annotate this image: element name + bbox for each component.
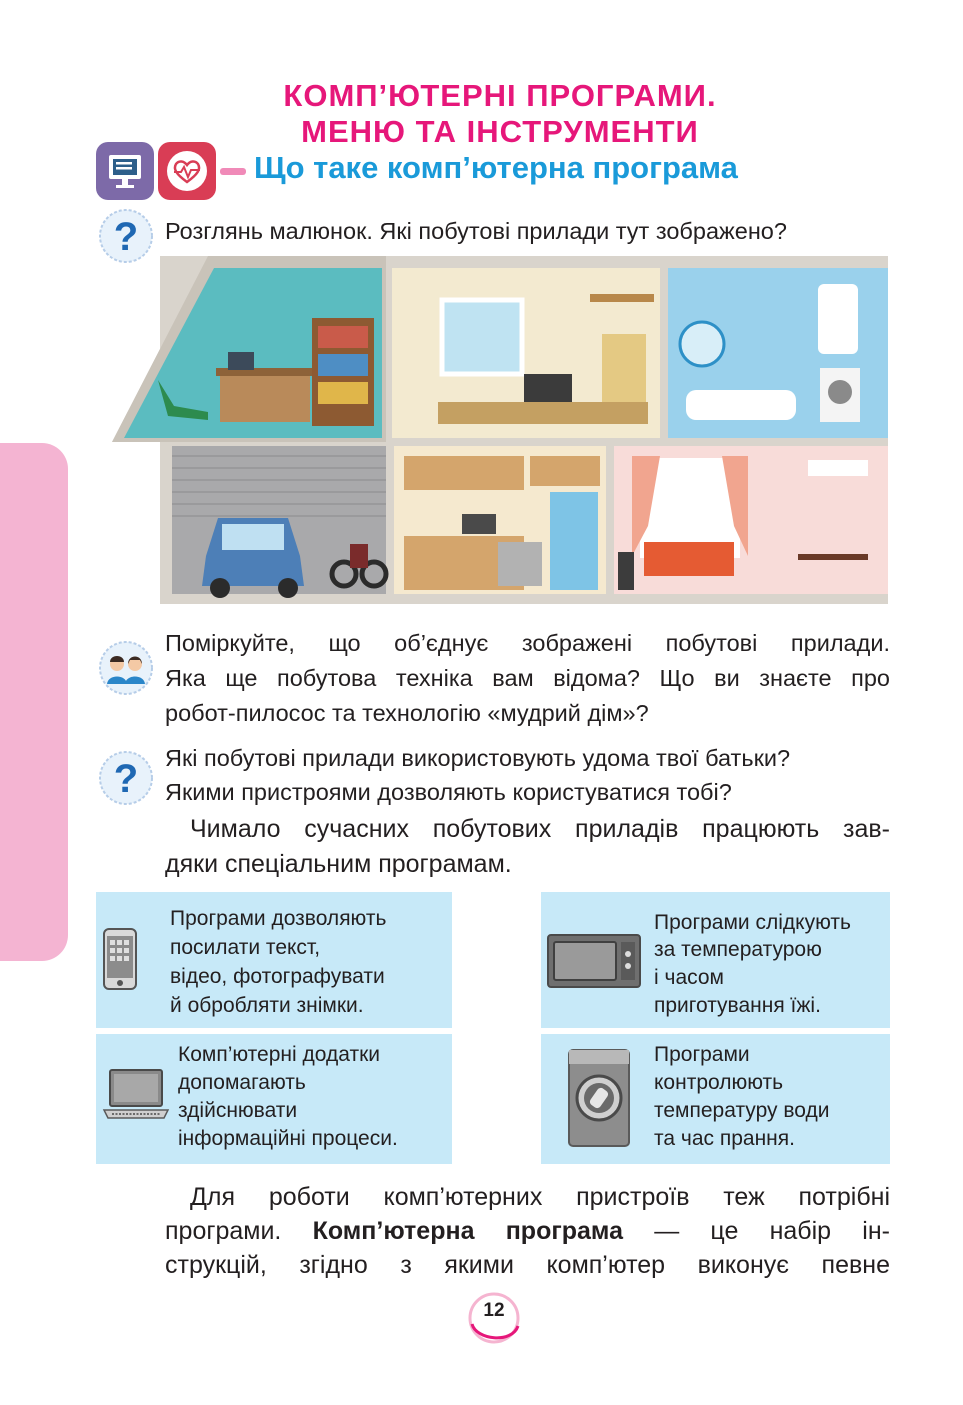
info-box-laptop (96, 1034, 452, 1164)
info-laptop-line4: інформаційні процеси. (178, 1127, 398, 1150)
section-icons (96, 142, 256, 202)
discuss-line3: робот-пилосос та технологію «мудрий дім»? (165, 700, 649, 726)
paragraph2-line2-start: програми. (165, 1217, 313, 1245)
page-number: 12 (483, 1300, 505, 1321)
svg-text:?: ? (113, 215, 139, 259)
info-washer-line4: та час прання. (654, 1127, 795, 1150)
heading-dash (220, 168, 246, 175)
heart-pulse-icon (158, 142, 216, 200)
info-laptop-line1: Комп’ютерні додатки (178, 1043, 380, 1066)
house-illustration (112, 256, 888, 604)
section-heading: Що таке комп’ютерна програма (254, 150, 738, 185)
smartphone-icon (103, 928, 137, 990)
info-phone-line2: посилати текст, (170, 936, 321, 959)
question2-line1: Які побутові прилади використовують удома твої батьки? (165, 745, 791, 771)
discuss-line1: Поміркуйте, що об’єднує зображені побутові прилади. (165, 630, 890, 656)
page-title-line2: МЕНЮ ТА ІНСТРУМЕНТИ (301, 114, 699, 149)
paragraph1-line1: Чимало сучасних побутових приладів працюють зав- (190, 815, 890, 843)
info-washer-line3: температуру води (654, 1099, 830, 1122)
monitor-icon (96, 142, 154, 200)
info-laptop-line2: допомагають (178, 1071, 306, 1094)
info-box-microwave (541, 892, 890, 1028)
info-phone-line1: Програми дозволяють (170, 907, 387, 930)
info-microwave-line4: приготування їжі. (654, 994, 821, 1017)
info-box-washer (541, 1034, 890, 1164)
side-tab (0, 443, 68, 961)
info-microwave-line1: Програми слідкують (654, 911, 851, 934)
paragraph2-line1: Для роботи комп’ютерних пристроїв теж потрібні (190, 1183, 890, 1211)
info-washer-line2: контролюють (654, 1071, 784, 1094)
paragraph2-line2-end: — це набір ін- (623, 1217, 890, 1245)
washing-machine-icon (567, 1048, 631, 1148)
term-computer-program: Комп’ютерна програма (312, 1217, 623, 1245)
info-microwave-line2: за температурою (654, 938, 822, 961)
question2-line2: Якими пристроями дозволяють користуватися тобі? (165, 779, 732, 805)
info-box-phone (96, 892, 452, 1028)
paragraph2-line2 (165, 1214, 890, 1249)
info-laptop-line3: здійснювати (178, 1099, 298, 1122)
info-washer-line1: Програми (654, 1043, 750, 1066)
paragraph1-line2: дяки спеціальним програмам. (165, 850, 512, 878)
info-phone-line4: й обробляти знімки. (170, 994, 364, 1017)
discuss-line2: Яка ще побутова техніка вам відома? Що ви знаєте про (165, 665, 890, 691)
pair-work-icon (98, 640, 154, 696)
info-microwave-line3: і часом (654, 966, 724, 989)
paragraph2-line3: струкцій, згідно з якими комп’ютер виконує певне (165, 1251, 890, 1279)
info-phone-line3: відео, фотографувати (170, 965, 385, 988)
microwave-icon (547, 934, 641, 988)
svg-text:?: ? (113, 757, 139, 801)
question-icon (98, 750, 154, 806)
page-title-line1: КОМП’ЮТЕРНІ ПРОГРАМИ. (283, 78, 717, 113)
laptop-icon (102, 1068, 170, 1122)
question1-text: Розглянь малюнок. Які побутові прилади тут зображено? (165, 218, 787, 244)
